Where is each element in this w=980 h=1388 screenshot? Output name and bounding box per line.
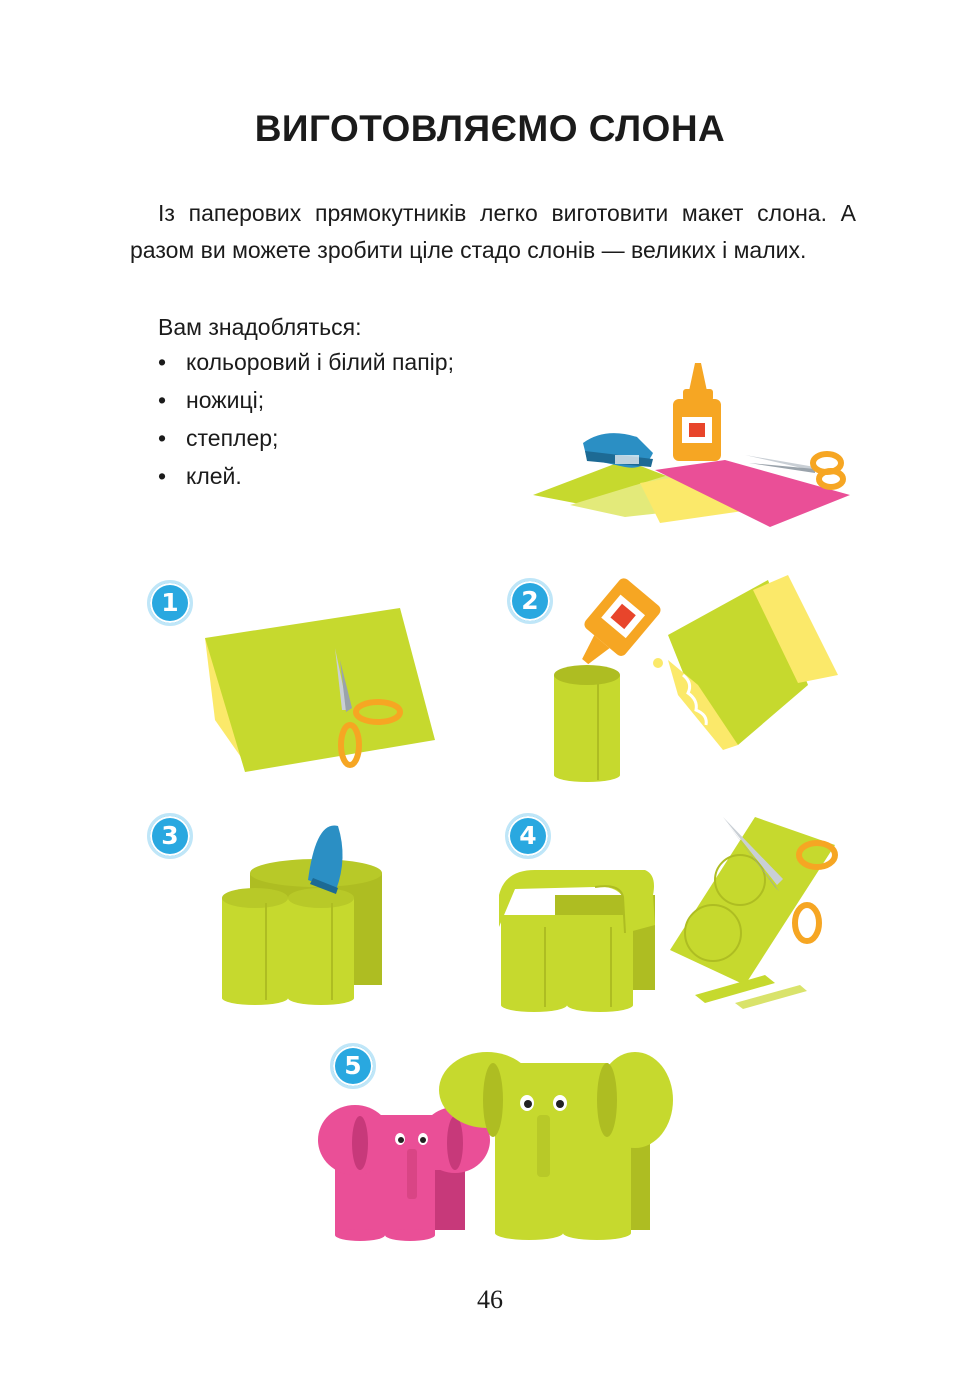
page-title: ВИГОТОВЛЯЄМО СЛОНА — [254, 108, 726, 149]
materials-list — [158, 343, 454, 495]
step-number-2: 2 — [507, 578, 553, 624]
material-item: • ножиці; — [158, 381, 454, 419]
glue-bottle-icon — [673, 363, 721, 461]
intro-paragraph: Із паперових прямокутників легко виготовити макет слона. А разом ви можете зробити ціле стадо слонів — великих і малих. — [130, 200, 856, 263]
material-item: • клей. — [158, 457, 454, 495]
page-number: 46 — [477, 1285, 503, 1314]
glue-bottle-icon — [565, 576, 663, 678]
materials-illustration — [525, 355, 865, 530]
pink-elephant-icon — [318, 1105, 490, 1241]
stapler-icon — [583, 433, 653, 468]
step-number-4: 4 — [505, 813, 551, 859]
step-5-illustration — [315, 1045, 680, 1245]
paper-tube-icon — [554, 665, 620, 782]
step-1-illustration — [200, 600, 460, 780]
step-number-3: 3 — [147, 813, 193, 859]
step-4-illustration — [495, 815, 850, 1015]
step-number-5: 5 — [330, 1043, 376, 1089]
step-number-1: 1 — [147, 580, 193, 626]
materials-heading: Вам знадобляться: — [158, 314, 362, 340]
material-item: • кольоровий і білий папір; — [158, 343, 454, 381]
step-2-illustration — [548, 575, 848, 785]
step-3-illustration — [218, 818, 393, 1013]
material-item: • степлер; — [158, 419, 454, 457]
stapler-icon — [308, 825, 343, 894]
